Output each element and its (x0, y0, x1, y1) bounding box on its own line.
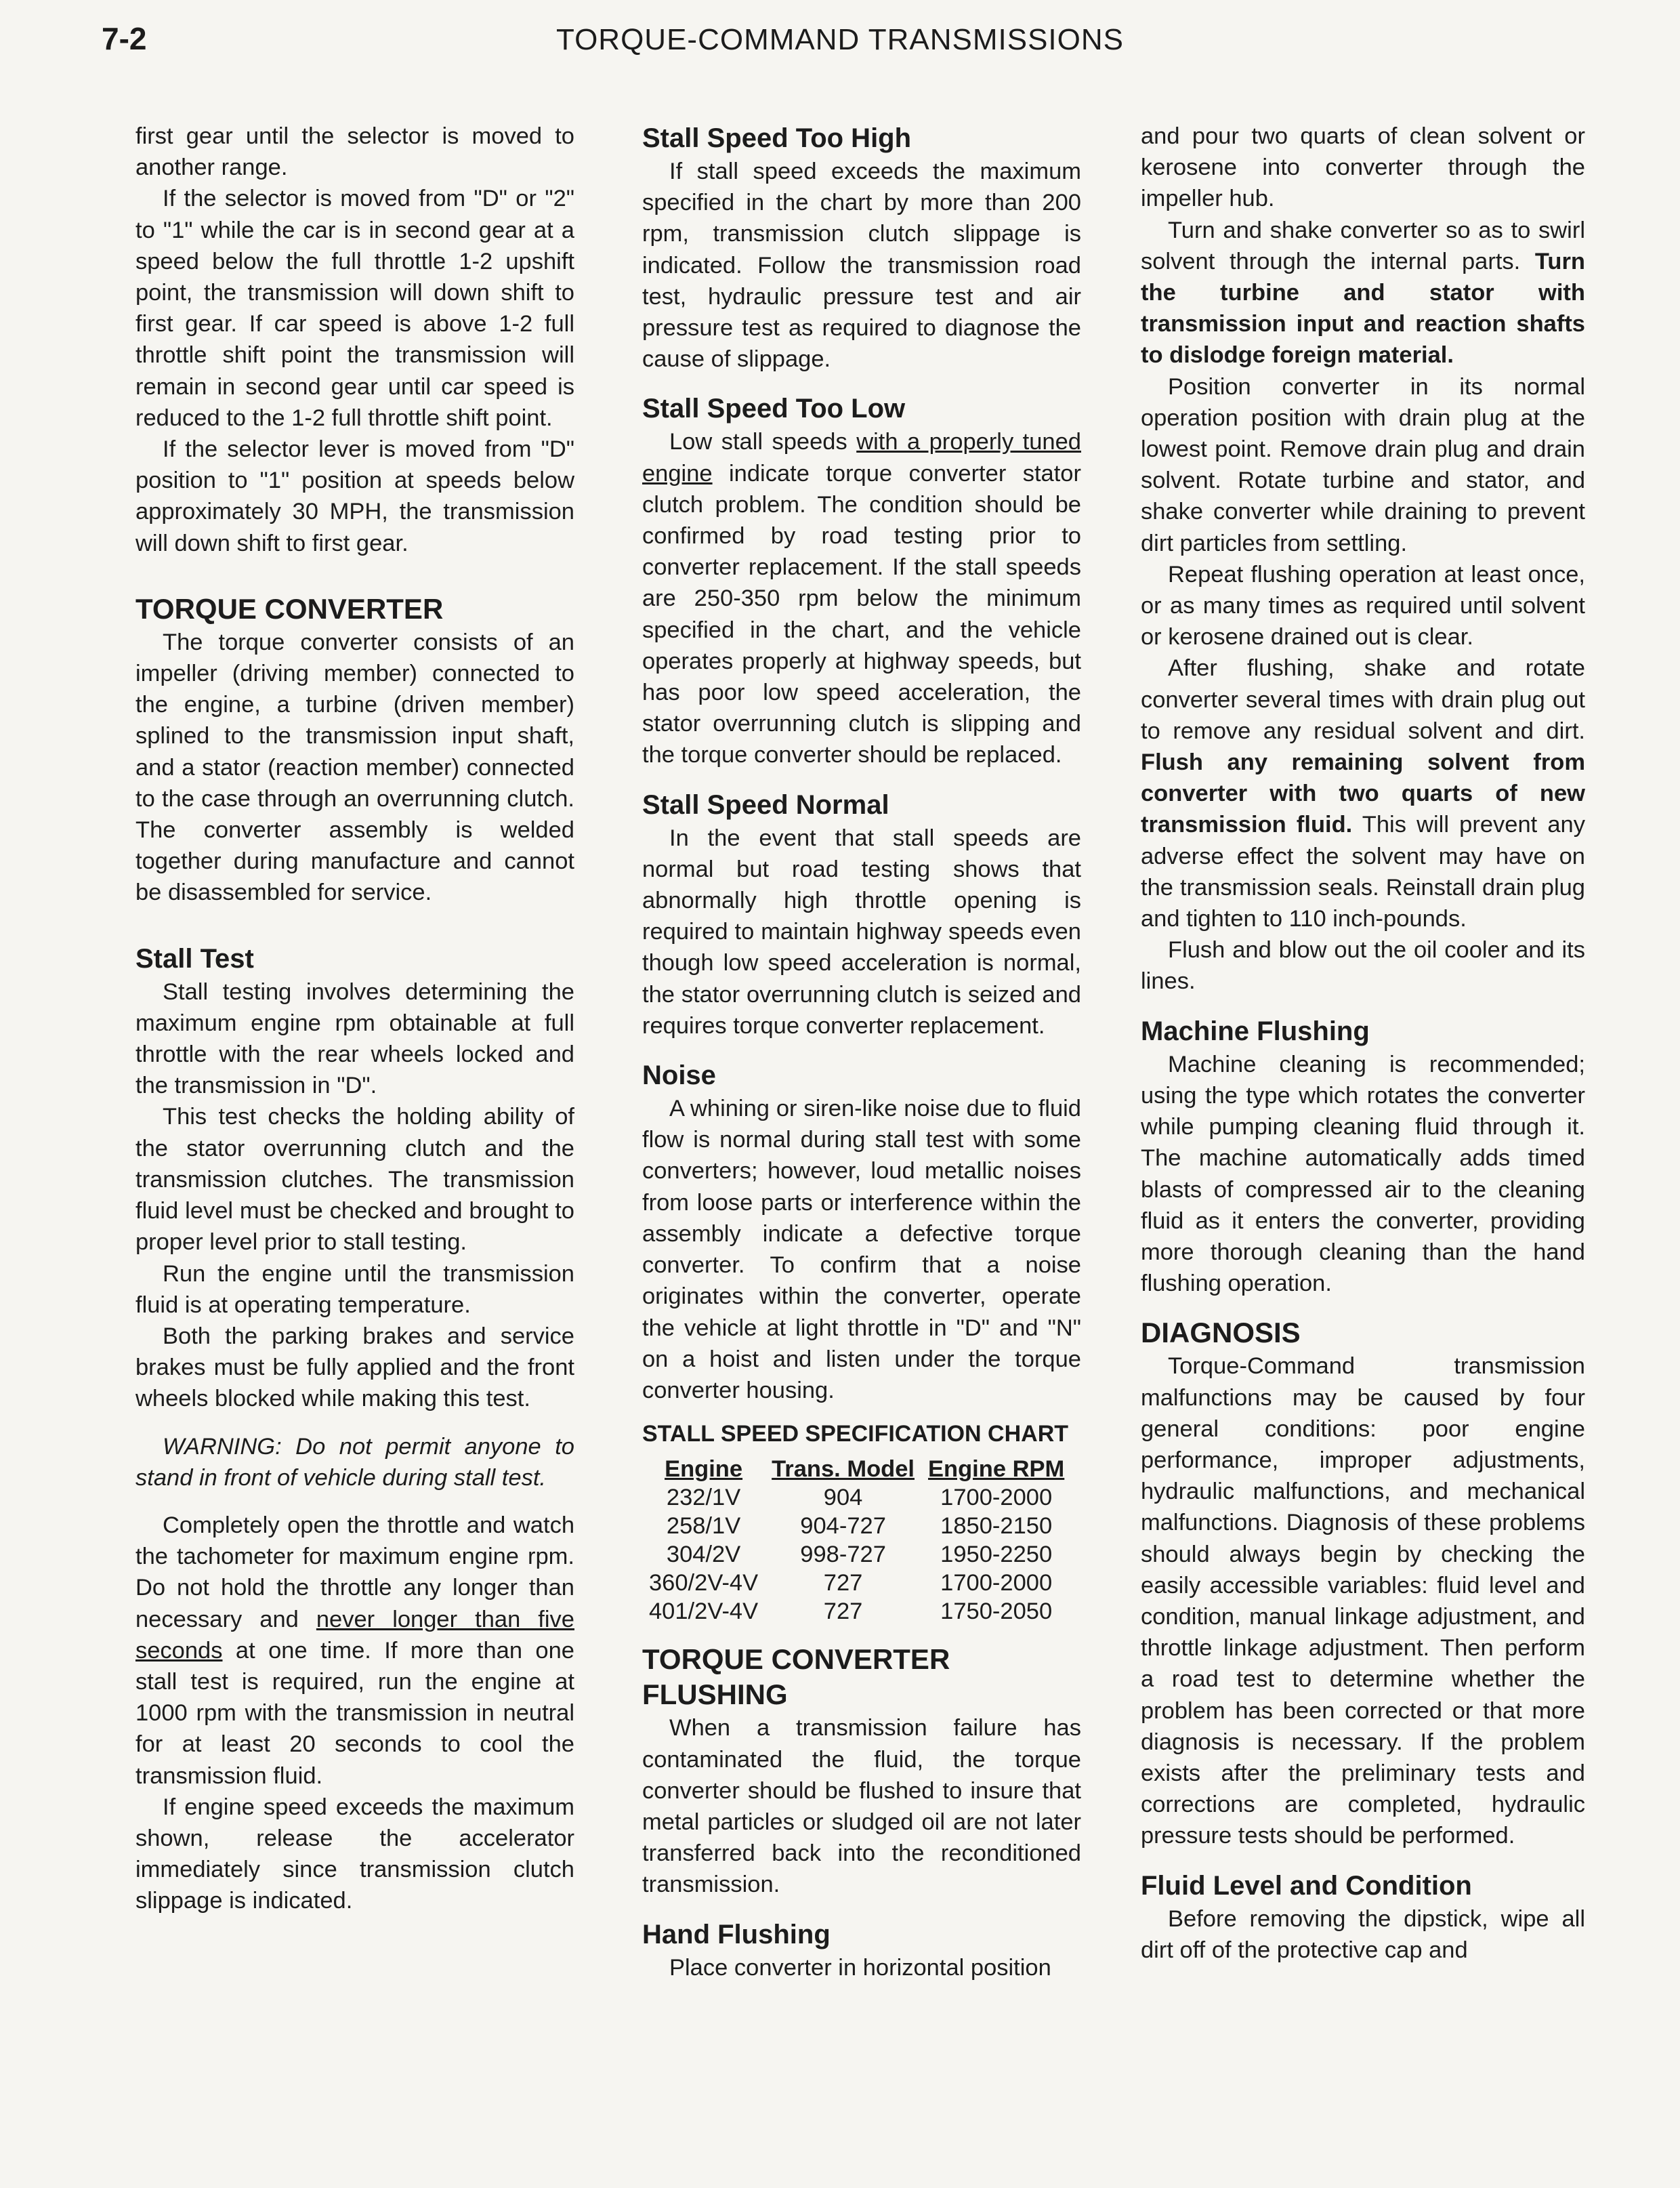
paragraph: Repeat flushing operation at least once, or as many times as required until solvent or kerosene drained out is clear. (1141, 561, 1585, 651)
running-header-title: TORQUE-COMMAND TRANSMISSIONS (556, 23, 1124, 56)
section-heading-torque-converter: TORQUE CONVERTER (135, 592, 444, 625)
section-heading-stall-speed-normal: Stall Speed Normal (642, 789, 889, 820)
table-cell: 727 (823, 1598, 863, 1625)
paragraph: If the selector lever is moved from "D" position to "1" position at speeds below approximately 30 MPH, the transmission will down shift to first gear. (135, 436, 574, 556)
table-cell: 360/2V-4V (649, 1570, 759, 1596)
table-cell: 232/1V (666, 1485, 741, 1511)
table-cell: 258/1V (666, 1513, 741, 1540)
paragraph: Low stall speeds with a properly tuned engine indicate torque converter stator clutch problem. The condition should be confirmed by road testing prior to converter replacement. If the stall speeds are 250-350 rpm below the minimum specified in the chart, and the vehicle operates properly at highway speeds, but has poor low speed acceleration, the stator overrunning clutch is slipping and the torque converter should be replaced. (642, 429, 1081, 768)
table-cell: 904-727 (800, 1513, 886, 1540)
column-right (1141, 121, 1585, 1966)
section-heading-fluid-level: Fluid Level and Condition (1141, 1870, 1472, 1901)
table-header: Engine RPM (928, 1456, 1065, 1483)
paragraph: If engine speed exceeds the maximum shown, release the accelerator immediately since transmission clutch slippage is indicated. (135, 1794, 574, 1914)
section-heading-machine-flushing: Machine Flushing (1141, 1016, 1370, 1046)
table-row (642, 1512, 1071, 1540)
table-row (642, 1540, 1071, 1569)
paragraph: Completely open the throttle and watch the tachometer for maximum engine rpm. Do not hold the throttle any longer than necessary and never longer than five seconds at one time. If more than one stall test is required, run the engine at 1000 rpm with the transmission in neutral for at least 20 seconds to cool the transmission fluid. (135, 1512, 574, 1789)
page-number: 7-2 (102, 21, 147, 56)
stall-speed-table (642, 1455, 1071, 1626)
table-row (642, 1597, 1071, 1626)
underlined-text: with a properly tuned engine (642, 429, 1081, 487)
paragraph: Flush and blow out the oil cooler and its lines. (1141, 937, 1585, 995)
section-heading-stall-speed-too-high: Stall Speed Too High (642, 123, 912, 153)
paragraph: A whining or siren-like noise due to fluid flow is normal during stall test with some converters; however, loud metallic noises from loose parts or interference within the assembly indicate a defective torque converter. To confirm that a noise originates within the converter, operate the vehicle at light throttle in "D" and "N" on a hoist and listen under the torque converter housing. (642, 1096, 1081, 1403)
paragraph: The torque converter consists of an impeller (driving member) connected to the engine, a turbine (driven member) splined to the transmission input shaft, and a stator (reaction member) connected to the case through an overrunning clutch. The converter assembly is welded together during manufacture and cannot be disassembled for service. (135, 629, 574, 906)
paragraph: Run the engine until the transmission fluid is at operating temperature. (135, 1260, 574, 1318)
column-left (135, 121, 574, 1917)
warning-note: WARNING: Do not permit anyone to stand in front of vehicle during stall test. (135, 1433, 574, 1491)
chart-title: STALL SPEED SPECIFICATION CHART (642, 1421, 1069, 1447)
paragraph: In the event that stall speeds are normal but road testing shows that abnormally high throttle opening is required to maintain highway speeds even though low speed acceleration is normal, the stator overrunning clutch is seized and requires torque converter replacement. (642, 825, 1081, 1039)
table-row (642, 1569, 1071, 1597)
table-row (642, 1483, 1071, 1512)
column-middle (642, 121, 1081, 1983)
paragraph: If stall speed exceeds the maximum specified in the chart by more than 200 rpm, transmission clutch slippage is indicated. Follow the transmission road test, hydraulic pressure test and air pressure test as required to diagnose the cause of slippage. (642, 159, 1081, 373)
section-heading-torque-converter-flushing: TORQUE CONVERTER FLUSHING (642, 1643, 950, 1711)
paragraph: If the selector is moved from "D" or "2" to "1" while the car is in second gear at a speed below the full throttle 1-2 upshift point, the transmission will down shift to first gear. If car speed is above 1-2 full throttle shift point the transmission will remain in second gear until car speed is reduced to the 1-2 full throttle shift point. (135, 186, 574, 431)
section-heading-stall-test: Stall Test (135, 943, 254, 974)
table-cell: 1950-2250 (940, 1542, 1053, 1568)
table-cell: 998-727 (800, 1542, 886, 1568)
paragraph: and pour two quarts of clean solvent or kerosene into converter through the impeller hub. (1141, 123, 1585, 212)
table-cell: 1700-2000 (940, 1485, 1053, 1511)
paragraph: Place converter in horizontal position (669, 1954, 1051, 1981)
table-header: Trans. Model (772, 1456, 915, 1483)
table-header: Engine (665, 1456, 743, 1483)
paragraph: Both the parking brakes and service brakes must be fully applied and the front wheels blocked while making this test. (135, 1323, 574, 1412)
paragraph: After flushing, shake and rotate converter several times with drain plug out to remove any residual solvent and dirt. Flush any remaining solvent from converter with two quarts of new transmission fluid. This will prevent any adverse effect the solvent may have on the transmission seals. Reinstall drain plug and tighten to 110 inch-pounds. (1141, 655, 1585, 932)
paragraph: first gear until the selector is moved to another range. (135, 123, 574, 181)
paragraph: Stall testing involves determining the maximum engine rpm obtainable at full throttle with the rear wheels locked and the transmission in "D". (135, 978, 574, 1099)
table-cell: 904 (823, 1485, 863, 1511)
section-heading-noise: Noise (642, 1060, 716, 1091)
paragraph: When a transmission failure has contaminated the fluid, the torque converter should be flushed to insure that metal particles or sludged oil are not later transferred back into the reconditioned transmission. (642, 1715, 1081, 1898)
underlined-text: never longer than five seconds (135, 1606, 574, 1664)
bold-text: Turn the turbine and stator with transmission input and reaction shafts to dislodge foreign material. (1141, 248, 1585, 369)
paragraph: Machine cleaning is recommended; using the type which rotates the converter while pumping cleaning fluid through it. The machine automatically adds timed blasts of compressed air to the cleaning fluid as it enters the converter, providing more thorough cleaning than the hand flushing operation. (1141, 1051, 1585, 1297)
table-cell: 727 (823, 1570, 863, 1596)
paragraph: This test checks the holding ability of the stator overrunning clutch and the transmission clutches. The transmission fluid level must be checked and brought to proper level prior to stall testing. (135, 1104, 574, 1256)
paragraph: Turn and shake converter so as to swirl solvent through the internal parts. Turn the turbine and stator with transmission input and reaction shafts to dislodge foreign material. (1141, 217, 1585, 369)
table-cell: 1700-2000 (940, 1570, 1053, 1596)
paragraph: Position converter in its normal operation position with drain plug at the lowest point. Remove drain plug and drain solvent. Rotate turbine and stator, and shake converter while draining to prevent dirt particles from settling. (1141, 373, 1585, 556)
table-cell: 304/2V (666, 1542, 741, 1568)
table-cell: 401/2V-4V (649, 1598, 759, 1625)
table-cell: 1750-2050 (940, 1598, 1053, 1625)
bold-text: Flush any remaining solvent from converter with two quarts of new transmission fluid. (1141, 749, 1585, 838)
paragraph: Torque-Command transmission malfunctions may be caused by four general conditions: poor engine performance, improper adjustments, hydraulic malfunctions, and mechanical malfunctions. Diagnosis of these problems should always begin by checking the easily accessible variables: fluid level and condition, manual linkage adjustment, and throttle linkage adjustment. Then perform a road test to determine whether the problem has been corrected or that more diagnosis is necessary. If the problem exists after the preliminary tests and corrections are completed, hydraulic pressure tests should be performed. (1141, 1353, 1585, 1849)
section-heading-hand-flushing: Hand Flushing (642, 1919, 831, 1949)
section-heading-stall-speed-too-low: Stall Speed Too Low (642, 394, 906, 424)
table-cell: 1850-2150 (940, 1513, 1053, 1540)
section-heading-diagnosis: DIAGNOSIS (1141, 1317, 1301, 1349)
paragraph: Before removing the dipstick, wipe all dirt off of the protective cap and (1141, 1905, 1585, 1963)
